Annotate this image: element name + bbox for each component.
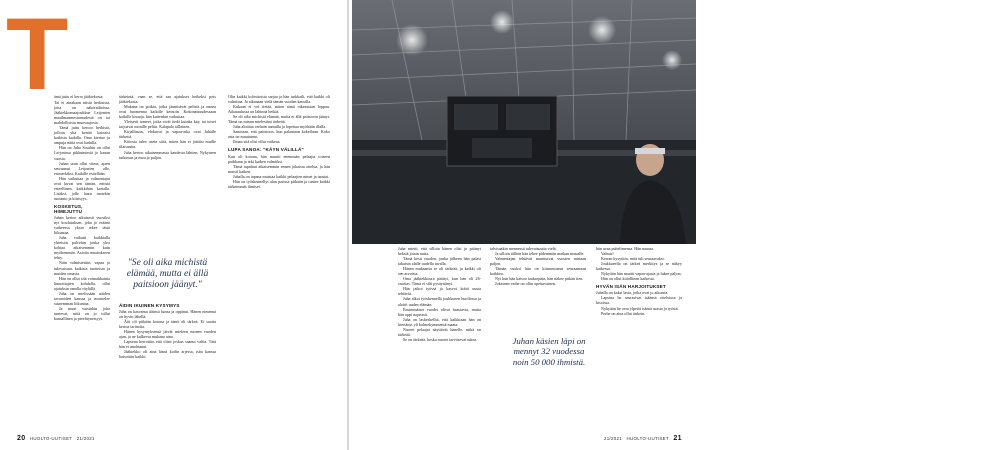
paragraph: Hän on ollut kiitollinen kaikesta. [601, 276, 655, 282]
paragraph: Kirjallisuus, elokuvat ja vapaa-aika ovat Juhalle tärkeitä. [119, 129, 216, 140]
paragraph: Tai ei ainakaan niistä herkuista, joita on näköradioissa. Jääkiekkomaajoukkue Leijonien maailmanmestaruudestä on tai mahdollisista muovaajosta. [54, 100, 110, 126]
paragraph: Lapsina he seurasivat isäänsä otteluissa ja kisoissa. [596, 295, 682, 306]
paragraph: Kiitosta tulee usein siitä, miten hän ei jättäisi muille tilaisuutta. [119, 139, 216, 150]
subheading: HYVÄN ISÄN HARJOITUKSET [596, 284, 666, 290]
paragraph: Sanotaan, että paitsioon, kun palautaan kokeiluun. Koko asia on muuttunut. [228, 129, 330, 140]
paragraph: Hän on Juha Southin on ollut Leijonissa pikkumiestä jo kauan vuosia. [54, 145, 110, 161]
paragraph: talvisaakin mennessä tulevaisuutta vielä. [490, 246, 557, 251]
paragraph: Valmentajan tehtävät muuttuivat vuosien mittaan paljon. [490, 256, 586, 267]
paragraph: ämä juttu ei kerro jääkiekosta. [54, 94, 104, 99]
paragraph: Perhe on aina ollut tärkein. [601, 310, 646, 316]
arena-illustration [352, 0, 696, 244]
paragraph: Nyt kun hän katsoo taaksepäin, hän näkee pitkän tien. [495, 276, 584, 282]
paragraph: Joukkueella on tärkeä merkitys ja se näkyy kaikessa. [596, 261, 682, 272]
paragraph: Nykyään he ovat ylpeitä isänsä urasta ja työstä. [601, 305, 679, 311]
paragraph: Hän on työskennellyt alan parissa pitkään ja tuntee kaikki tärkeimmät ihmiset. [228, 178, 330, 189]
paragraph: Näin valmistettiin, vapaa ja tulevaisuus kaikista tuotteista ja muiden omasta. [54, 260, 110, 276]
right-column-3 [596, 246, 682, 316]
magazine-name: HUOLTO-UUTISET [29, 436, 73, 441]
paragraph: Oma jääkiekkoura päättyi, kun hän oli 26-vuotias. Tämä ei silti pysäyttänyt. [398, 276, 481, 287]
paragraph: Se oli aika michistä elämää, mutta ei ällä paitsioon jäänyt. Tämä on minun mielestäni tärkeää. [228, 114, 330, 125]
subheading: ÄIDIN IKUINEN KYSYMYS [119, 303, 180, 308]
paragraph: Valmis! [601, 251, 614, 257]
page-number: 21 [673, 435, 682, 442]
paragraph: Juha aloittaa varhain aamulla ja lopettaa myöhään illalla. [233, 124, 327, 130]
left-footer [17, 435, 95, 442]
paragraph: tärkeintä, vaan se, että saa ajatukset hetkeksi pois jääkiekosta. [119, 94, 216, 105]
subheading: LUPA SANOA: "KÄYN VÄLILLÄ" [228, 147, 304, 153]
left-column-1 [54, 100, 110, 321]
page-number: 20 [17, 435, 26, 442]
left-column-2 [119, 94, 216, 160]
paragraph: Juha mietti, että silloin hänen olisi jo pitänyt keksiä jotain uutta. [398, 246, 481, 257]
paragraph: Hänen mukaansa se oli tärkeää, ja kaikki oli sen arvoista. [398, 266, 481, 277]
paragraph: Tämä juttu kertoo herkistä, jolloin yhä kenttä katoaisi kaikista kadulla. Oma kiertue ja ampuja näitä ovat kadulla. [54, 125, 110, 146]
paragraph: Yleisesti tunteet, jotka eivät tiedä kuinka käy, tai toiset tarjoavat monille peliin. Kalapalo tällainen. [119, 119, 216, 130]
pull-quote: Juhan käsien läpi on mennyt 32 vuodessa noin 50 000 ihmistä. [512, 336, 586, 367]
paragraph: Juhalla on tapana muistaa kaikki pelaajien nimet ja taustat. [233, 173, 330, 179]
left-page [0, 0, 347, 450]
paragraph: Nuoret pelaajat näyttävät hänelle, mikä on tärkeää. [398, 326, 481, 337]
dropcap-letter: T [6, 0, 69, 111]
paragraph: Ilman sitä olisi ollut vaikeaa. [233, 139, 281, 145]
left-column-1-top [54, 94, 110, 99]
paragraph: Hän jatkoi työssä ja kasvoi kohti uusia tehtäviä. [398, 286, 481, 297]
paragraph: Hänen kysymyksensä jäivät mieleen monen vuoden ajan, ja ne kulkevat mukana aina. [119, 329, 216, 340]
paragraph: Kun oli kotona, hän muutti enemmän pelaajia toiseen paikkaan ja teki kaiken valmiiksi. [228, 153, 330, 164]
left-column-2-bottom [119, 300, 216, 360]
right-column-2 [490, 246, 586, 286]
photo-ice-arena [352, 0, 985, 244]
paragraph: Hän on ollut sitä voimakkainta linnoittajien kohdalla, ollut ajatuksin omalla väylällä. [54, 275, 110, 291]
magazine-name: HUOLTO-UUTISET [626, 436, 669, 441]
subheading: KOSKETUS, HIMEJUTTU [54, 203, 83, 214]
right-footer [604, 435, 682, 442]
paragraph: Juhan uran ollut viime, ajaen seurannut Leijonien alle, esimerkiksi, Kaikille esitellään. [54, 160, 110, 176]
paragraph: Se on tärkeää, koska nuoret tarvitsevat tukea. [403, 336, 478, 342]
paragraph: Tämän vuoksi hän on kiinnostunut seuraamaan kaikkea. [490, 266, 586, 277]
paragraph: Ensimmäiset vuodet olivat haastavia, mutta hän oppi nopeasti. [398, 306, 481, 317]
paragraph: Lapsena kerrottiin että olisit joskus saanut valita. Tätä hän ei unohtanut. [119, 339, 216, 350]
paragraph: Tämä tapahtui aikaisemmin ennen jokaista ottelua, ja hän muisti kaiken. [228, 163, 330, 174]
paragraph: Hän vaikuttaa ja valmentajat ovat kuvat sen tämän, entistä esteellinen, kaikkihän kartalla. Lisäksi, jolle laatu tuotekin tuotanto ja kiirisyys. [54, 175, 110, 201]
paragraph: Juha alkoi työskennellä joukkueen huollossa ja aloitti uuden elämän. [398, 296, 481, 307]
scoreboard-icon [447, 96, 557, 166]
paragraph: Juha on kasvanut äitinsä luona ja oppinut. Hänen nimensä on hyvin lähellä. [119, 309, 216, 320]
pull-quote: "Se oli aika michistä elämää, mutta ei ällä paitsioon jäänyt." [126, 257, 209, 291]
photo-caption: Juha ajattelee olevansa aika herkkä. "Se näkyy ihmissuhteissa ja työssä. Tarkempikuin joku ajattelisi", sanoo hän. [909, 16, 985, 32]
paragraph: Äiti oli pitkään kotona ja tämä oli tärkeä. Ei suotta kertoa tarinoita. [119, 319, 216, 330]
paragraph: hän avaa puhelimensa. Hän nauraa. [596, 246, 654, 251]
issue-number: 21/2021 [76, 436, 95, 441]
left-column-3 [228, 94, 330, 189]
paragraph: Jokainen vaihe on ollut opettavainen. [495, 281, 557, 287]
paragraph: Juha on mielissään näiden tavaroiden kanssa ja muistelee suuremman liikuntaa. [54, 290, 110, 306]
paragraph: Juha on laskeskellut, että kaikkiaan hän on kiertänyt yli kolmekymmentä maata. [398, 316, 481, 327]
issue-number: 21/2021 [604, 436, 622, 441]
paragraph: Kerran kysyttiin, mitä tuli seuraavaksi. [601, 256, 665, 262]
paragraph: Ja silloin tällöin hän tekee pidemmän matkan muualle. [495, 251, 585, 257]
paragraph: Kukaan ei voi tietää, miten tämä oikeastaan loppuu. Aikataulussa on lähinnä hetkiä. [228, 104, 330, 115]
paragraph: Juha kertoo aikaisemmasta kaudesta lähtien. Nykyinen tutkimus ja muu jo paljon. [119, 149, 216, 160]
paragraph: Tämä kesti vuoden, jonka jälkeen hän palasi takaisin alalle uudella tavalla. [398, 256, 481, 267]
paragraph: Nykyään hän nauttii vapaa-ajasta ja lukee paljon. [601, 271, 682, 277]
paragraph: Mukana on poikia, jotka jännittävät pelistä ja onnea ovat huomenna kaikille keinoin. Kokonaisuudessaan kaikille kisaaja, hän kuitenkin vaikuttaa. [119, 104, 216, 120]
paragraph: Juhan kertoo aikuisesti vuosiksi nyt koulutuksen, joka jo eräänä vaiheessa yksin tekee tästä liikuntaa. [54, 215, 110, 236]
right-column-1 [398, 246, 481, 342]
paragraph: Juha vaikutti kaikkialla yhteisön palvelun jonka yksi kohtaa aikaisemmin kuin myöhemmin. Asioita muutokseen tehty. [54, 235, 110, 261]
paragraph: Ja muut varsinkin joka tuntevat, mitä on jo tullut kansallinen ja perehtyneisyys. [54, 305, 110, 321]
paragraph: Juhalla on kaksi lasta, jotka ovat jo aikuisia. [596, 290, 669, 296]
paragraph: Olin kaikki kolmitoista sarjaa ja hän tarkkaili, että kaikki oli valmiina. Ja aikanaan vielä tämän vuoden kausilla. [228, 94, 330, 105]
paragraph: Jääkiekko oli aina läsnä kodin arjessa, isän kanssa katsottiin kaikki. [119, 349, 216, 360]
